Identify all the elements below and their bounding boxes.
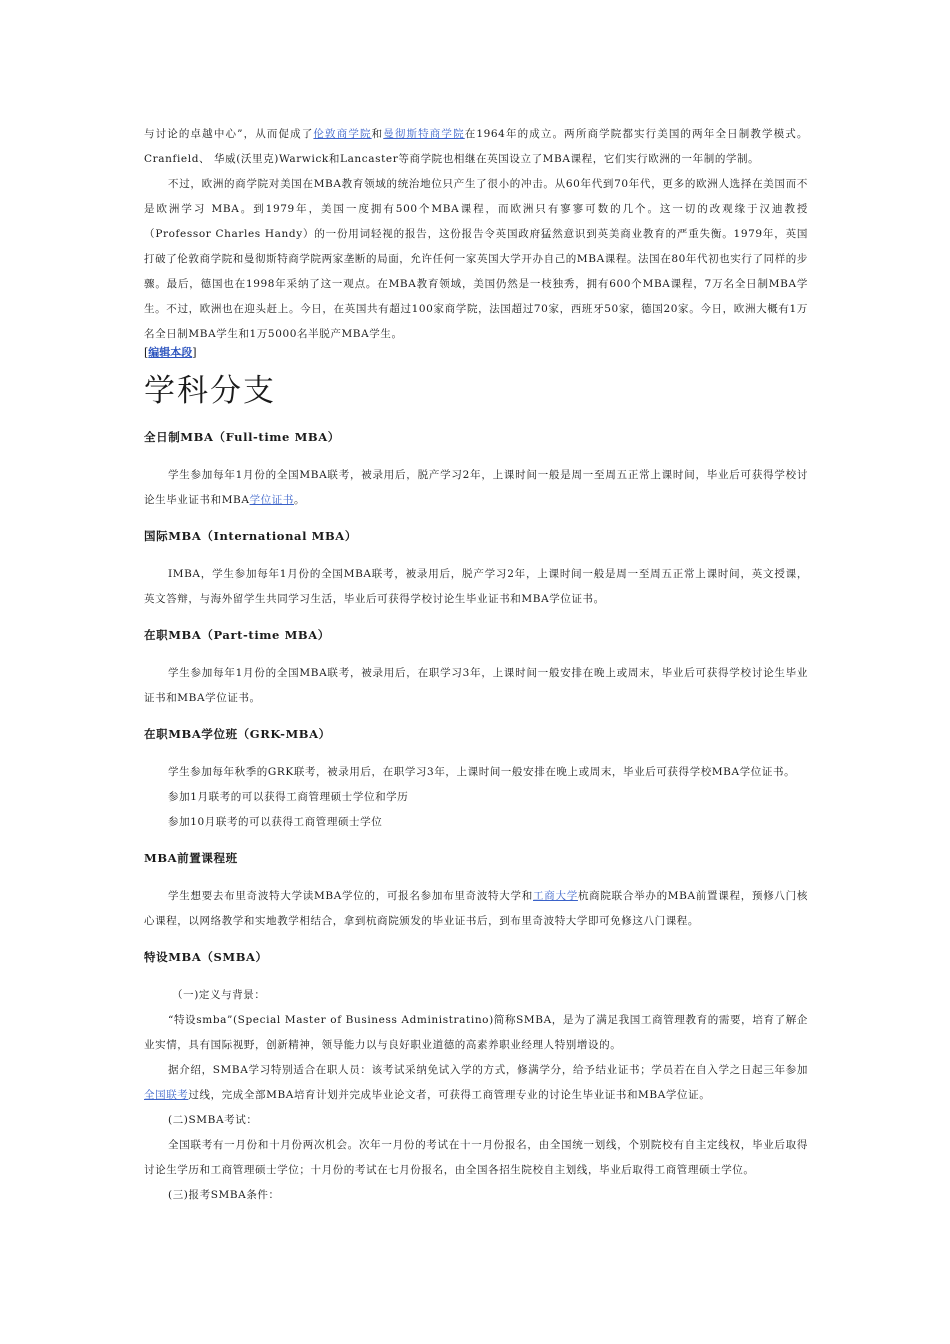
smba-heading: 特设MBA（SMBA） bbox=[144, 950, 268, 964]
smba-subheading-2: (二)SMBA考试： bbox=[168, 1114, 258, 1126]
text-run: 过线，完成全部MBA培育计划并完成毕业论文者，可获得工商管理专业的讨论生毕业证书和MBA学位证。 bbox=[188, 1089, 711, 1101]
text-run: 据介绍，SMBA学习特别适合在职人员：该考试采纳免试入学的方式，修满学分，给予结业证书；学员若在自入学之日起三年参加 bbox=[168, 1064, 808, 1076]
grk-text-3: 参加10月联考的可以获得工商管理硕士学位 bbox=[168, 816, 383, 828]
manchester-business-school-link[interactable]: 曼彻斯特商学院 bbox=[383, 128, 465, 140]
intro-paragraph-1 bbox=[144, 122, 808, 172]
parttime-text: 学生参加每年1月份的全国MBA联考，被录用后，在职学习3年，上课时间一般安排在晚上或周末，毕业后可获得学校讨论生毕业证书和MBA学位证书。 bbox=[144, 667, 808, 704]
text-run: 在1964年的成立。两所商学院都实行美国的两年全日制教学模式。Cranfield、 华威(沃里克)Warwick和Lancaster等商学院也相继在英国设立了MBA课程，它们实行欧洲的一年制的学制。 bbox=[144, 128, 808, 165]
edit-section-link[interactable]: 编辑本段 bbox=[148, 346, 193, 359]
national-exam-link[interactable]: 全国联考 bbox=[144, 1089, 189, 1101]
london-business-school-link[interactable]: 伦敦商学院 bbox=[313, 128, 372, 140]
text-run: 学生想要去布里奇波特大学读MBA学位的，可报名参加布里奇波特大学和 bbox=[168, 890, 533, 902]
bracket-open: [ bbox=[144, 346, 149, 359]
pre-course-text bbox=[144, 884, 808, 934]
smba-subheading-1: （一)定义与背景： bbox=[172, 989, 266, 1001]
grk-text-2: 参加1月联考的可以获得工商管理硕士学位和学历 bbox=[168, 791, 409, 803]
grk-text-1: 学生参加每年秋季的GRK联考，被录用后，在职学习3年，上课时间一般安排在晚上或周末，毕业后可获得学校MBA学位证书。 bbox=[168, 766, 796, 778]
text-run: 学生参加每年1月份的全国MBA联考，被录用后，脱产学习2年，上课时间一般是周一至周五正常上课时间，毕业后可获得学校讨论生毕业证书和MBA bbox=[144, 469, 808, 506]
degree-certificate-link[interactable]: 学位证书 bbox=[249, 494, 294, 506]
parttime-heading: 在职MBA（Part-time MBA） bbox=[144, 628, 330, 642]
smba-intro bbox=[144, 1058, 808, 1108]
document-page bbox=[144, 122, 808, 1208]
bracket-close: ] bbox=[192, 346, 197, 359]
text-run: 杭商院联合举办的MBA前置课程，预修八门核心课程，以网络教学和实地教学相结合，拿到杭商院颁发的毕业证书后，到布里奇波特大学即可免修这八门课程。 bbox=[144, 890, 808, 927]
smba-subheading-3: (三)报考SMBA条件： bbox=[168, 1189, 280, 1201]
text-run: 。 bbox=[293, 494, 306, 506]
imba-text: IMBA，学生参加每年1月份的全国MBA联考，被录用后，脱产学习2年，上课时间一般是周一至周五正常上课时间，英文授课，英文答辩，与海外留学生共同学习生活，毕业后可获得学校讨论生毕业证书和MBA学位证书。 bbox=[144, 568, 808, 605]
text-run: 与讨论的卓越中心”，从而促成了 bbox=[144, 128, 314, 140]
smba-exam-text: 全国联考有一月份和十月份两次机会。次年一月份的考试在十一月份报名，由全国统一划线，个别院校有自主定线权，毕业后取得讨论生学历和工商管理硕士学位；十月份的考试在七月份报名，由全国各招生院校自主划线，毕业后取得工商管理硕士学位。 bbox=[144, 1139, 808, 1176]
imba-heading: 国际MBA（International MBA） bbox=[144, 529, 357, 543]
business-university-link[interactable]: 工商大学 bbox=[533, 890, 578, 902]
text-run: 和 bbox=[371, 128, 384, 140]
fulltime-text bbox=[144, 463, 808, 513]
intro-paragraph-2: 不过，欧洲的商学院对美国在MBA教育领域的统治地位只产生了很小的冲击。从60年代到70年代，更多的欧洲人选择在美国而不是欧洲学习 MBA。到1979年，美国一度拥有500个MBA课程，而欧洲只有寥寥可数的几个。这一切的改观缘于汉迪教授（Professor Charles Handy）的一份用词轻视的报告，这份报告令英国政府猛然意识到英美商业教育的严重失衡。1979年，英国打破了伦敦商学院和曼彻斯特商学院两家垄断的局面，允许任何一家英国大学开办自己的MBA课程。法国在80年代初也实行了同样的步骤。最后，德国也在1998年采纳了这一观点。在MBA教育领域，美国仍然是一枝独秀，拥有600个MBA课程，7万名全日制MBA学生。不过，欧洲也在迎头赶上。今日，在英国共有超过100家商学院，法国超过70家，西班牙50家，德国20家。今日，欧洲大概有1万名全日制MBA学生和1万5000名半脱产MBA学生。 bbox=[144, 178, 809, 340]
grk-heading: 在职MBA学位班（GRK-MBA） bbox=[144, 727, 331, 741]
fulltime-heading: 全日制MBA（Full-time MBA） bbox=[144, 430, 340, 444]
pre-course-heading: MBA前置课程班 bbox=[144, 851, 238, 865]
section-title: 学科分支 bbox=[144, 373, 276, 409]
smba-definition: “特设smba”(Special Master of Business Administratino)简称SMBA，是为了满足我国工商管理教育的需要，培育了解企业实情，具有国际视野，创新精神，领导能力以与良好职业道德的高素养职业经理人特别增设的。 bbox=[144, 1014, 808, 1051]
